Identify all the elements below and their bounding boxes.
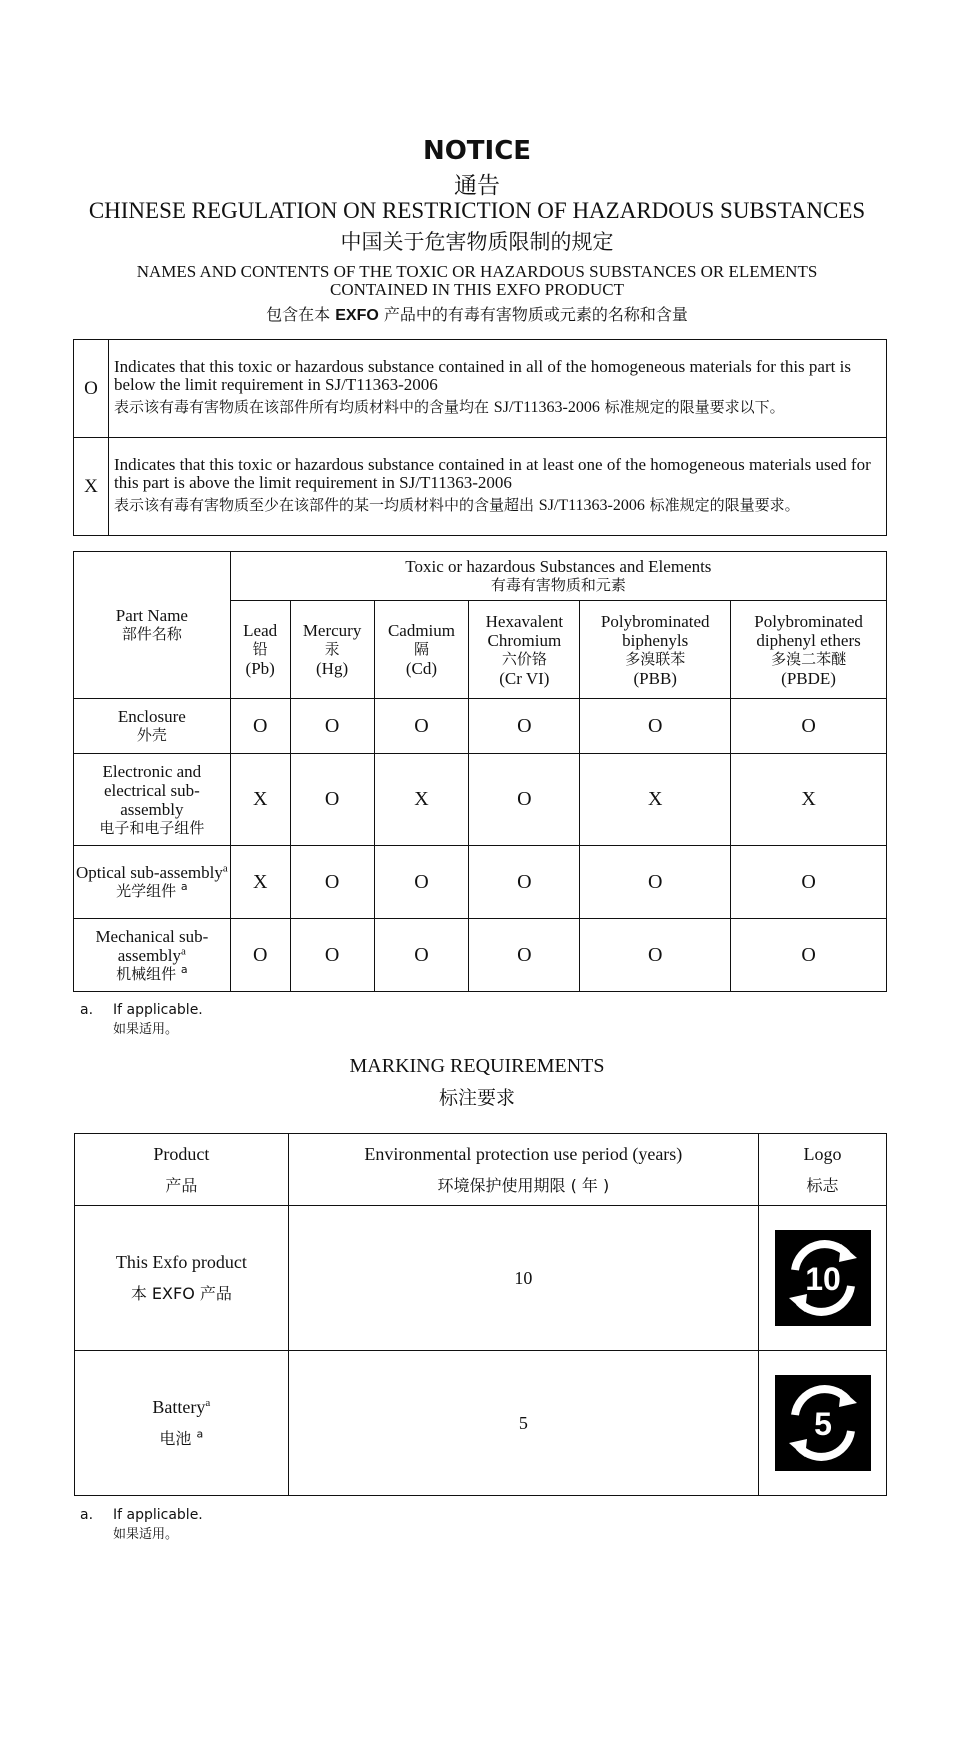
column-en: Polybrominated diphenyl ethers [754, 611, 863, 650]
footnote-applicable [80, 1001, 203, 1039]
table-row [74, 754, 887, 846]
footnote-text: If applicable. [113, 1507, 203, 1523]
header-cn: 标志 [806, 1175, 839, 1195]
logo-cell [759, 1351, 887, 1496]
part-name-cn: 电子和电子组件 [99, 818, 205, 837]
product-cell [75, 1351, 289, 1496]
recycle-logo-graphic [775, 1375, 871, 1471]
footnote-applicable [80, 1506, 203, 1544]
footnote-marker: a [205, 1397, 211, 1409]
footnote-label: a. [80, 1507, 94, 1523]
column-abbr: (PBDE) [781, 668, 836, 688]
legend-cn-pre: 表示该有毒有害物质至少在该部件的某一均质材料中的含量超出 [114, 495, 535, 514]
column-cn: 汞 [324, 640, 340, 658]
table-row [74, 919, 887, 992]
notice-title: NOTICE [422, 136, 532, 166]
period-cell: 5 [288, 1351, 758, 1496]
substances-header-row [74, 552, 887, 601]
marking-title-cn: 标注要求 [438, 1087, 515, 1109]
value-cell: O [290, 699, 374, 754]
value-cell: O [731, 699, 887, 754]
substances-group-header [230, 552, 886, 601]
value-cell: O [580, 919, 731, 992]
footnote-text-cn: 如果适用。 [113, 1527, 179, 1542]
column-cn: 铅 [252, 640, 268, 658]
product-cell [75, 1206, 289, 1351]
header-en: Logo [803, 1143, 842, 1164]
column-abbr: (Cr VI) [499, 668, 550, 688]
legend-cn-post: 标准规定的限量要求。 [649, 495, 800, 514]
legend-cn-standard: SJ/T11363-2006 [493, 398, 600, 416]
group-header-label: Toxic or hazardous Substances and Elements [405, 557, 712, 576]
legend-symbol: O [74, 340, 109, 438]
legend-description [109, 438, 887, 536]
part-name-cell [74, 754, 231, 846]
value-cell: O [290, 754, 374, 846]
product-name: Battery [152, 1397, 206, 1417]
column-abbr: (Hg) [316, 659, 349, 678]
legend-description [109, 340, 887, 438]
value-cell: O [230, 919, 290, 992]
names-heading-line1: NAMES AND CONTENTS OF THE TOXIC OR HAZARDOUS SUBSTANCES OR ELEMENTS [136, 262, 818, 281]
legend-symbol: X [74, 438, 109, 536]
names-contents-heading [60, 263, 894, 299]
column-cn: 六价铬 [501, 649, 547, 668]
legend-row-o [74, 340, 887, 438]
value-cell: X [374, 754, 469, 846]
header-cn: 环境保护使用期限 ( 年 ) [437, 1175, 610, 1195]
column-en: Cadmium [387, 621, 455, 640]
marking-title: MARKING REQUIREMENTS [349, 1055, 605, 1077]
part-name-label: Part Name [115, 606, 188, 625]
column-en: Lead [243, 621, 278, 640]
footnote-marker: a [180, 962, 188, 976]
value-cell: O [374, 919, 469, 992]
column-abbr: (PBB) [633, 668, 677, 688]
column-header-cadmium [374, 601, 469, 699]
part-name-cn: 光学组件 [116, 882, 177, 900]
names-heading-line2: CONTAINED IN THIS EXFO PRODUCT [330, 280, 624, 299]
product-name-cn: 电池 [159, 1429, 192, 1448]
legend-row-x [74, 438, 887, 536]
period-cell: 10 [288, 1206, 758, 1351]
footnote-text: If applicable. [113, 1002, 203, 1018]
logo-number: 5 [813, 1406, 832, 1442]
arrow-head-bottom [789, 1439, 807, 1457]
legend-text-en: Indicates that this toxic or hazardous substance contained in at least one of the homogeneous materials used for this part is above the limit requirement in SJ/T11363-2006 [114, 454, 871, 492]
value-cell: X [731, 754, 887, 846]
table-row [74, 846, 887, 919]
column-en: Hexavalent Chromium [485, 611, 564, 650]
column-header-pbde [731, 601, 887, 699]
column-en: Polybrominated biphenyls [600, 611, 710, 650]
footnote-text-cn: 如果适用。 [113, 1022, 179, 1037]
column-header-pbb [580, 601, 731, 699]
product-name: This Exfo product [115, 1252, 247, 1272]
table-row [75, 1351, 887, 1496]
table-row [74, 699, 887, 754]
part-name-cell [74, 919, 231, 992]
part-name-cell [74, 699, 231, 754]
arrow-head-top [839, 1389, 857, 1407]
part-name-header [74, 552, 231, 699]
legend-table [73, 339, 887, 536]
names-cn-brand: EXFO [335, 307, 379, 324]
value-cell: O [374, 699, 469, 754]
header-period [288, 1134, 758, 1206]
value-cell: O [731, 846, 887, 919]
footnote-marker: a [196, 1427, 204, 1441]
footnote-marker: a [180, 880, 188, 893]
value-cell: O [469, 919, 580, 992]
column-abbr: (Pb) [245, 659, 275, 678]
substances-table [73, 551, 887, 992]
legend-text-cn [114, 397, 881, 418]
value-cell: X [230, 754, 290, 846]
part-name: Optical sub-assembly [75, 863, 223, 882]
names-cn-pre: 包含在本 [266, 305, 331, 324]
regulation-title: CHINESE REGULATION ON RESTRICTION OF HAZARDOUS SUBSTANCES [88, 198, 866, 223]
value-cell: O [469, 754, 580, 846]
part-name: Mechanical sub-assembly [95, 926, 209, 965]
group-header-label-cn: 有毒有害物质和元素 [490, 576, 626, 594]
part-name-label-cn: 部件名称 [121, 625, 182, 643]
part-name-cn: 外壳 [136, 726, 167, 744]
column-cn: 多溴二苯醚 [771, 649, 847, 668]
logo-cell [759, 1206, 887, 1351]
value-cell: O [580, 846, 731, 919]
header-product [75, 1134, 289, 1206]
value-cell: O [469, 846, 580, 919]
part-name: Electronic and electrical sub-assembly [102, 761, 202, 819]
value-cell: O [374, 846, 469, 919]
header-cn: 产品 [165, 1175, 198, 1195]
value-cell: O [290, 919, 374, 992]
arrow-head-top [839, 1244, 857, 1262]
value-cell: O [469, 699, 580, 754]
value-cell: X [230, 846, 290, 919]
notice-title-cn: 通告 [454, 173, 500, 199]
legend-text-en: Indicates that this toxic or hazardous substance contained in all of the homogeneous materials for this part is below the limit requirement in SJ/T11363-2006 [114, 356, 851, 394]
logo-number: 10 [804, 1261, 841, 1297]
part-name-cn: 机械组件 [116, 964, 177, 983]
value-cell: O [580, 699, 731, 754]
value-cell: X [580, 754, 731, 846]
value-cell: O [290, 846, 374, 919]
recycle-period-5-icon [775, 1375, 871, 1471]
column-cn: 多溴联苯 [625, 649, 686, 668]
column-abbr: (Cd) [405, 659, 438, 678]
legend-cn-standard: SJ/T11363-2006 [538, 496, 645, 514]
legend-cn-pre: 表示该有毒有害物质在该部件所有均质材料中的含量均在 [114, 397, 490, 416]
column-header-hexavalent-chromium [469, 601, 580, 699]
names-contents-heading-cn [0, 302, 954, 325]
column-header-lead [230, 601, 290, 699]
footnote-marker: a [222, 862, 228, 875]
marking-header-row [75, 1134, 887, 1206]
product-name-cn: 本 EXFO 产品 [130, 1284, 232, 1303]
column-header-mercury [290, 601, 374, 699]
value-cell: O [731, 919, 887, 992]
header-en: Product [153, 1143, 210, 1164]
part-name: Enclosure [117, 707, 186, 726]
legend-text-cn [114, 495, 881, 516]
marking-table [74, 1133, 887, 1496]
recycle-logo-graphic [775, 1230, 871, 1326]
regulation-title-cn: 中国关于危害物质限制的规定 [340, 230, 614, 254]
footnote-label: a. [80, 1002, 94, 1018]
column-cn: 隔 [413, 640, 429, 658]
value-cell: O [230, 699, 290, 754]
column-en: Mercury [302, 621, 362, 640]
footnote-marker: a [181, 944, 186, 957]
part-name-cell [74, 846, 231, 919]
header-en: Environmental protection use period (years) [364, 1143, 683, 1164]
legend-cn-post: 标准规定的限量要求以下。 [604, 397, 785, 416]
table-row [75, 1206, 887, 1351]
names-cn-post: 产品中的有毒有害物质或元素的名称和含量 [383, 305, 688, 324]
header-logo [759, 1134, 887, 1206]
recycle-period-10-icon [775, 1230, 871, 1326]
